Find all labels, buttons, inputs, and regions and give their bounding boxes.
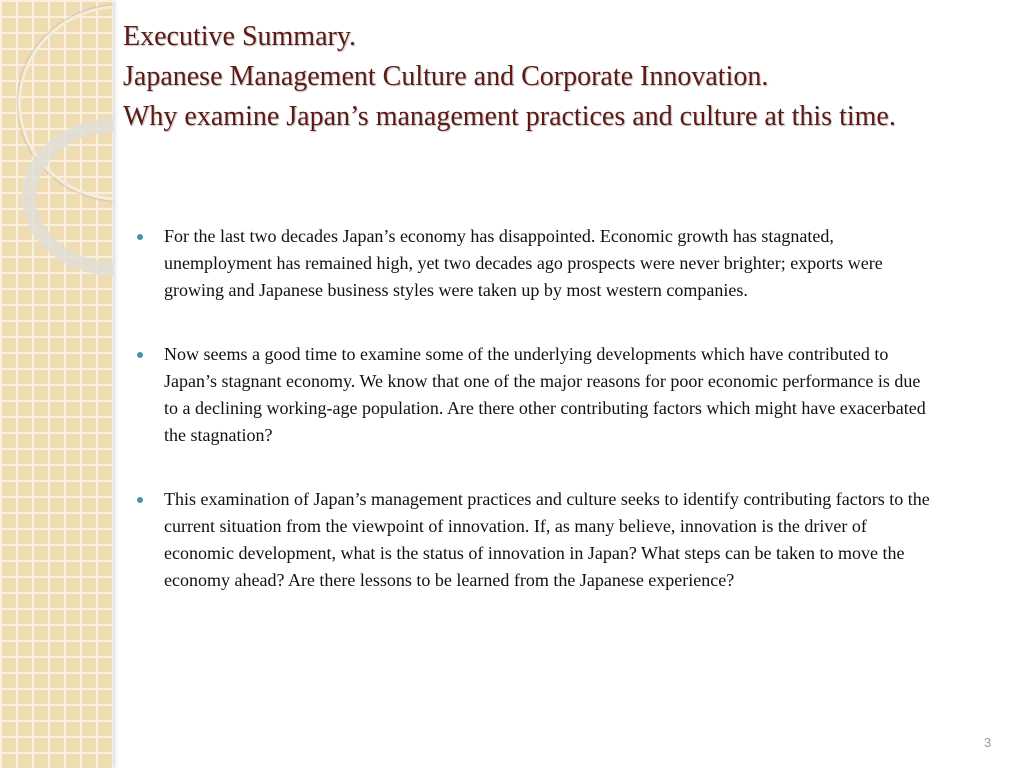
bullet-item <box>135 341 935 449</box>
title-line: Executive Summary. <box>123 21 357 52</box>
bullet-text: For the last two decades Japan’s economy has disappointed. Economic growth has stagnated, unemployment has remained high, yet two decades ago prospects were never brighter; exports were growing and Japanese business styles were taken up by most western companies. <box>164 226 883 300</box>
bullet-item <box>135 486 935 594</box>
bullet-item <box>135 223 935 304</box>
slide-title <box>123 17 1003 137</box>
bullet-text: Now seems a good time to examine some of the underlying developments which have contributed to Japan’s stagnant economy. We know that one of the major reasons for poor economic performance is due to a declining working-age population. Are there other contributing factors which might have exacerbated the stagnation? <box>164 344 926 445</box>
bullet-icon <box>137 497 143 503</box>
title-line: Japanese Management Culture and Corporate Innovation. <box>123 61 769 92</box>
title-line: Why examine Japan’s management practices and culture at this time. <box>123 101 896 132</box>
decorative-sidebar <box>0 0 113 768</box>
bullet-text: This examination of Japan’s management practices and culture seeks to identify contributing factors to the current situation from the viewpoint of innovation. If, as many believe, innovation is the driver of economic development, what is the status of innovation in Japan? What steps can be taken to move the economy ahead? Are there lessons to be learned from the Japanese experience? <box>164 489 930 590</box>
bullet-list <box>135 223 935 631</box>
page-number: 3 <box>984 735 992 750</box>
bullet-icon <box>137 352 143 358</box>
bullet-icon <box>137 234 143 240</box>
